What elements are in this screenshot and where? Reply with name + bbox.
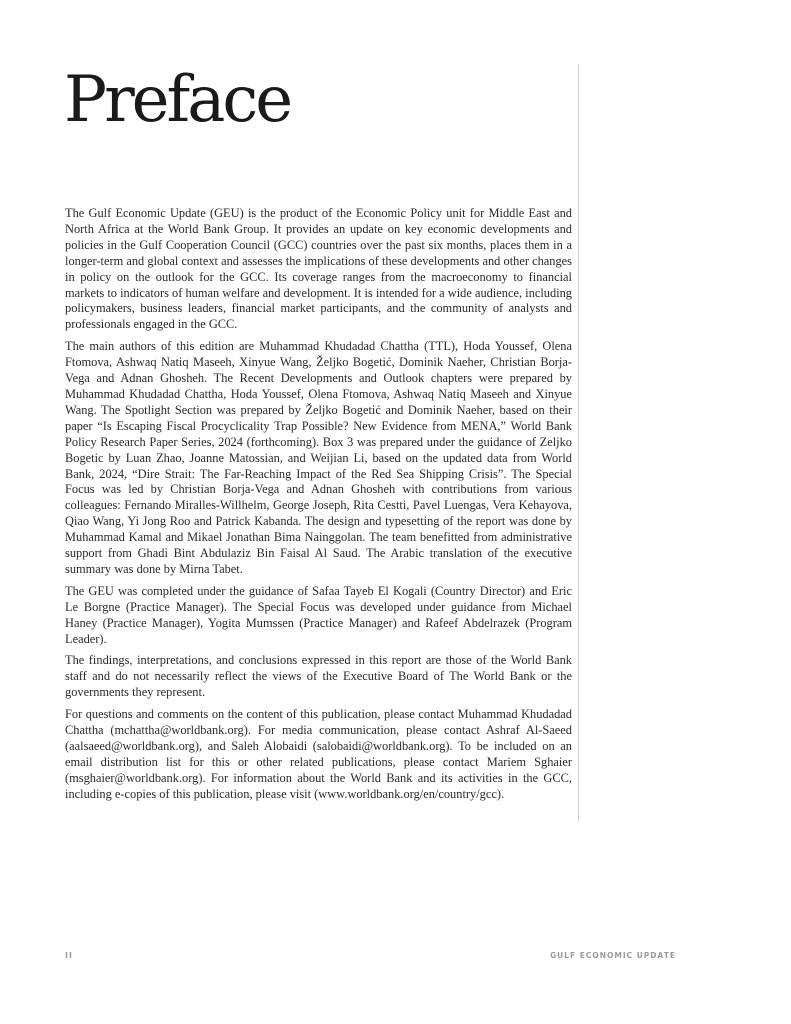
paragraph-contacts: For questions and comments on the content of this publication, please contact Muhammad Khudadad Chattha (mchattha@worldbank.org). For media communication, please contact Ashraf Al-Saeed (aalsaeed@worldbank.org), and Saleh Alobaidi (salobaidi@worldbank.org). To be included on an email distribution list for this or other related publications, please contact Mariem Sghaier (msghaier@worldbank.org). For information about the World Bank and its activities in the GCC, including e-copies of this publication, please visit (www.worldbank.org/en/country/gcc).	[65, 707, 572, 801]
paragraph-disclaimer: The findings, interpretations, and conclusions expressed in this report are those of the World Bank staff and do not necessarily reflect the views of the Executive Board of The World Bank or the governments they represent.	[65, 653, 572, 700]
paragraph-authors: The main authors of this edition are Muhammad Khudadad Chattha (TTL), Hoda Youssef, Olena Ftomova, Ashwaq Natiq Maseeh, Xinyue Wang, Željko Bogetić, Dominik Naeher, Christian Borja-Vega and Adnan Ghosheh. The Recent Developments and Outlook chapters were prepared by Muhammad Khudadad Chattha, Hoda Youssef, Olena Ftomova, Ashwaq Natiq Maseeh and Xinyue Wang. The Spotlight Section was prepared by Željko Bogetić and Dominik Naeher, based on their paper “Is Escaping Fiscal Procyclicality Trap Possible? New Evidence from MENA,” World Bank Policy Research Paper Series, 2024 (forthcoming). Box 3 was prepared under the guidance of Zeljko Bogetic by Luan Zhao, Joanne Matossian, and Weijian Li, based on the updated data from World Bank, 2024, “Dire Strait: The Far-Reaching Impact of the Red Sea Shipping Crisis”. The Special Focus was led by Christian Borja-Vega and Adnan Ghosheh with contributions from various colleagues: Fernando Miralles-Willhelm, George Joseph, Rita Cestti, Pavel Luengas, Vera Kehayova, Qiao Wang, Yi Jong Roo and Patrick Kabanda. The design and typesetting of the report was done by Muhammad Kamal and Mikael Jonathan Bima Nainggolan. The team benefitted from administrative support from Ghadi Bint Abdulaziz Bin Faisal Al Saud. The Arabic translation of the executive summary was done by Mirna Tabet.	[65, 339, 572, 576]
vertical-divider	[578, 64, 579, 822]
running-footer-title: GULF ECONOMIC UPDATE	[549, 951, 676, 960]
paragraph-intro: The Gulf Economic Update (GEU) is the product of the Economic Policy unit for Middle East and North Africa at the World Bank Group. It provides an update on key economic developments and policies in the Gulf Cooperation Council (GCC) countries over the past six months, places them in a longer-term and global context and assesses the implications of these developments and other changes in policy on the outlook for the GCC. Its coverage ranges from the macroeconomy to financial markets to indicators of human welfare and development. It is intended for a wide audience, including policymakers, business leaders, financial market participants, and the community of analysts and professionals engaged in the GCC.	[65, 206, 572, 332]
page-title: Preface	[64, 63, 291, 137]
page-number: II	[65, 951, 73, 960]
paragraph-guidance: The GEU was completed under the guidance of Safaa Tayeb El Kogali (Country Director) and Eric Le Borgne (Practice Manager). The Special Focus was developed under guidance from Michael Haney (Practice Manager), Yogita Mumssen (Practice Manager) and Rafeef Abdelrazek (Program Leader).	[65, 583, 572, 646]
preface-body	[65, 206, 572, 809]
